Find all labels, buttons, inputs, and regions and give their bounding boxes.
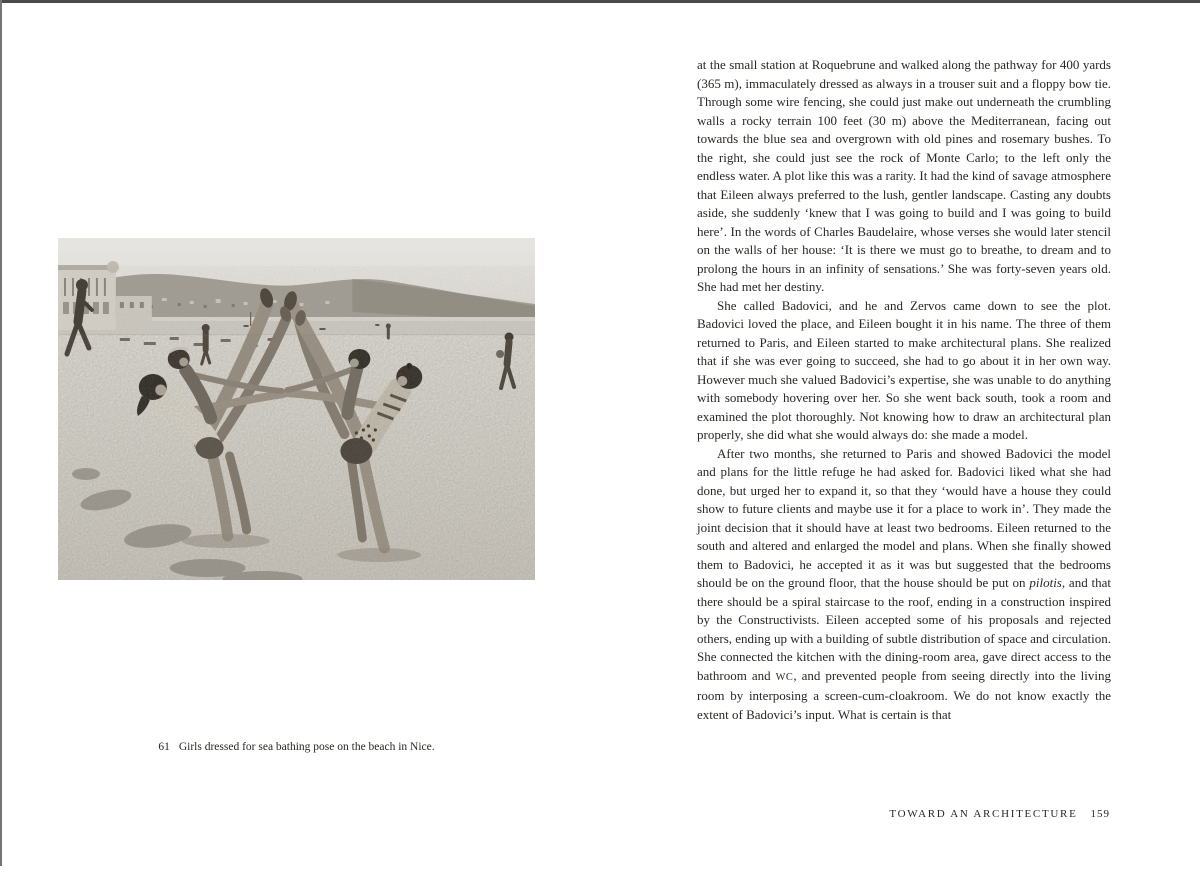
- right-page: [640, 0, 1200, 873]
- figure-number: 61: [158, 741, 170, 753]
- paragraph: at the small station at Roquebrune and walked along the pathway for 400 yards (365 m), immaculately dressed as always in a trouser suit and a floppy bow tie. Through some wire fencing, she could just make out underneath the crumbling walls a rocky terrain 100 feet (30 m) above the Mediterranean, facing out towards the blue sea and overgrown with old pines and rosemary bushes. To the right, she could just see the rock of Monte Carlo; to the left only the endless water. A plot like this was a rarity. It had the kind of savage atmosphere that Eileen always preferred to the lush, gentler landscape. Casting any doubts aside, she suddenly ‘knew that I was going to build and I was going to build here’. In the words of Charles Baudelaire, whose verses she would later stencil on the walls of her house: ‘It is there we must go to breathe, to dream and to prolong the hours in an infinity of sensations.’ She was forty-seven years old. She had met her destiny.: [697, 57, 1111, 294]
- page-footer: [697, 808, 1110, 820]
- page-number: 159: [1090, 808, 1110, 820]
- paragraph: She called Badovici, and he and Zervos came down to see the plot. Badovici loved the place, and Eileen bought it in his name. The three of them returned to Paris, and Eileen started to make architectural plans. She realized that if she was ever going to succeed, she had to go about it in her own way. However much she valued Badovici’s expertise, she was unable to do anything with somebody hovering over her. So she went back south, took a room and examined the plot thoroughly. Not knowing how to draw an architectural plan properly, she did what she would always do: she made a model.: [697, 297, 1111, 442]
- beach-photo-illustration: [58, 238, 535, 580]
- running-head: TOWARD AN ARCHITECTURE: [889, 808, 1078, 820]
- beach-photograph: [58, 238, 535, 580]
- figure-caption-text: Girls dressed for sea bathing pose on the beach in Nice.: [178, 741, 435, 753]
- figure-caption: [58, 740, 535, 754]
- body-text: [697, 56, 1111, 724]
- paragraph: After two months, she returned to Paris and showed Badovici the model and plans for the little refuge he had asked for. Badovici liked what she had done, but urged her to expand it, so that they ‘would have a house they could show to future clients and maybe use it for a place to work in’. They made the joint decision that it should have at least two bedrooms. Eileen returned to the south and altered and enlarged the model and plans. When she finally showed them to Badovici, he accepted it as it was but suggested that the bedrooms should be on the ground floor, that the house should be put on pilotis, and that there should be a spiral staircase to the roof, ending in a construction inspired by the Constructivists. Eileen accepted some of his proposals and rejected others, ending up with a building of subtle distribution of space and circulation. She connected the kitchen with the dining-room area, gave direct access to the bathroom and WC, and prevented people from seeing directly into the living room by interposing a screen-cum-cloakroom. We do not know exactly the extent of Badovici’s input. What is certain is that: [697, 445, 1112, 722]
